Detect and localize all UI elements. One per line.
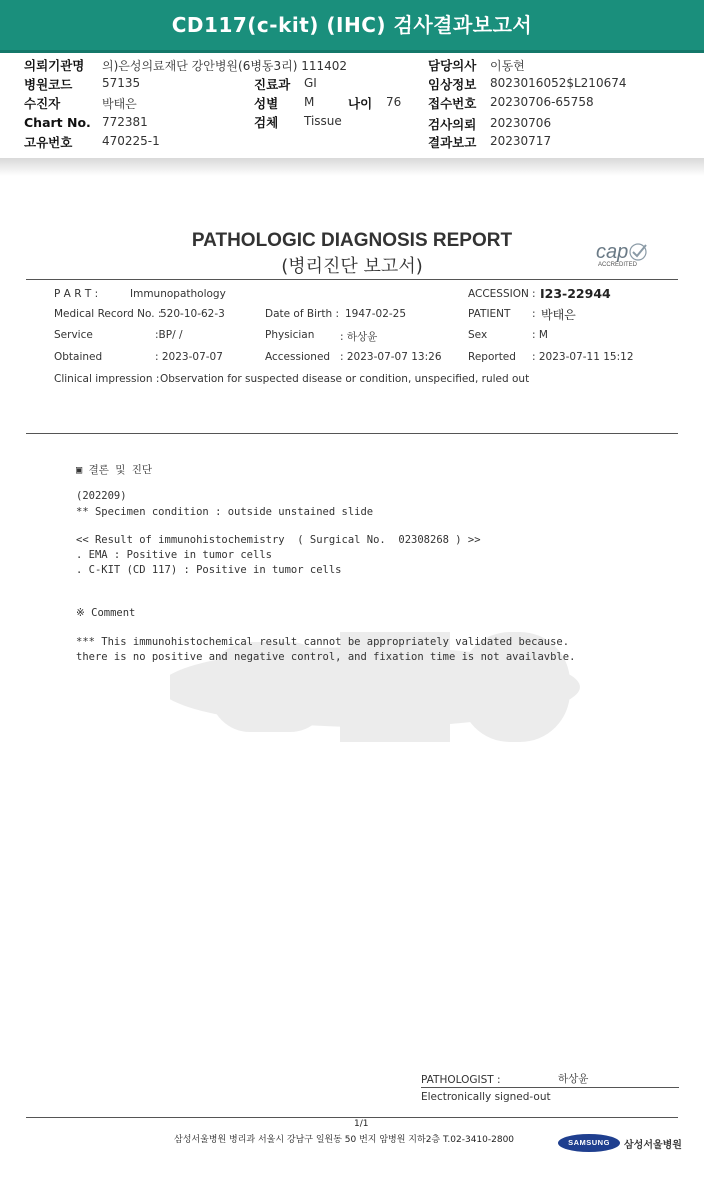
- physician-value: : 하상윤: [340, 331, 378, 343]
- accessioned-value: : 2023-07-07 13:26: [340, 351, 442, 363]
- comment-line: there is no positive and negative control, and fixation time is not availavble.: [76, 651, 576, 663]
- mrn-label: Medical Record No. :: [54, 308, 162, 320]
- divider: [26, 433, 678, 434]
- clinical-label: Clinical impression :: [54, 373, 160, 385]
- unique-label: 고유번호: [24, 135, 73, 150]
- page-number: 1/1: [354, 1119, 369, 1129]
- part-label: P A R T :: [54, 288, 99, 300]
- dob-label: Date of Birth :: [265, 308, 339, 320]
- sex-field-label: Sex: [468, 329, 488, 341]
- request-label: 검사의뢰: [428, 117, 477, 132]
- result-label: 결과보고: [428, 135, 477, 150]
- sex-label: 성별: [254, 96, 279, 111]
- body-line: . EMA : Positive in tumor cells: [76, 549, 272, 561]
- report-title: PATHOLOGIC DIAGNOSIS REPORT: [191, 230, 513, 251]
- doctor-value: 이동현: [490, 59, 525, 73]
- patient-value: 박태은: [102, 97, 137, 111]
- reported-label: Reported: [468, 351, 516, 363]
- footer-divider: [26, 1117, 678, 1118]
- info-block: [0, 54, 704, 160]
- request-value: 20230706: [490, 116, 552, 130]
- patient-field-label: PATIENT: [468, 308, 511, 320]
- clinical-info-label: 임상정보: [428, 77, 477, 92]
- obtained-value: : 2023-07-07: [155, 351, 223, 363]
- dob-value: 1947-02-25: [345, 308, 407, 320]
- pathologist-value: 하상윤: [558, 1073, 589, 1085]
- obtained-label: Obtained: [54, 351, 103, 363]
- institution-label: 의뢰기관명: [24, 58, 85, 73]
- signature-line: [421, 1087, 679, 1088]
- accession-value: I23-22944: [540, 286, 611, 301]
- signed-out-text: Electronically signed-out: [421, 1091, 551, 1103]
- footer-address: 삼성서울병원 병리과 서울시 강남구 일원동 50 번지 암병원 지하2층 T.02-3410-2800: [174, 1135, 515, 1145]
- service-value: :BP/ /: [155, 329, 183, 341]
- result-value: 20230717: [490, 134, 552, 148]
- department-value: GI: [304, 76, 317, 90]
- patient-label: 수진자: [24, 96, 61, 111]
- receipt-label: 접수번호: [428, 96, 477, 111]
- body-line: << Result of immunohistochemistry ( Surgical No. 02308268 ) >>: [76, 534, 481, 546]
- accessioned-label: Accessioned: [265, 351, 331, 363]
- receipt-value: 20230706-65758: [490, 95, 594, 109]
- body-line: ** Specimen condition : outside unstained slide: [76, 506, 374, 518]
- institution-value: 의)은성의료재단 강안병원(6병동3리) 111402: [102, 59, 348, 73]
- chart-value: 772381: [102, 115, 148, 129]
- age-value: 76: [386, 95, 402, 109]
- part-value: Immunopathology: [130, 288, 226, 300]
- reported-value: : 2023-07-11 15:12: [532, 351, 634, 363]
- unique-value: 470225-1: [102, 134, 160, 148]
- age-label: 나이: [348, 96, 373, 111]
- sex-value: M: [304, 95, 315, 109]
- section-divider: [0, 158, 704, 176]
- comment-line: *** This immunohistochemical result cannot be appropriately validated because.: [76, 636, 570, 648]
- specimen-label: 검체: [254, 115, 279, 130]
- divider: [26, 279, 678, 280]
- comment-title: ※ Comment: [76, 607, 136, 619]
- page-title: CD117(c-kit) (IHC) 검사결과보고서: [171, 13, 533, 37]
- body-line: . C-KIT (CD 117) : Positive in tumor cells: [76, 564, 342, 576]
- hospital-code-value: 57135: [102, 76, 141, 90]
- patient-colon: :: [532, 308, 536, 320]
- clinical-value: Observation for suspected disease or condition, unspecified, ruled out: [160, 373, 530, 385]
- clinical-info-value: 8023016052$L210674: [490, 76, 627, 90]
- samsung-logo: SAMSUNG: [558, 1134, 620, 1152]
- smc-watermark: [170, 612, 590, 762]
- accession-label: ACCESSION: [468, 288, 529, 300]
- section-title: ▣ 결론 및 진단: [76, 464, 153, 476]
- body-line: (202209): [76, 490, 127, 502]
- specimen-value: Tissue: [304, 114, 342, 128]
- patient-field-value: 박태은: [541, 308, 576, 322]
- hospital-name: 삼성서울병원: [624, 1140, 682, 1151]
- mrn-value: 520-10-62-3: [160, 308, 225, 320]
- chart-label: Chart No.: [24, 115, 91, 130]
- sex-field-value: : M: [532, 329, 548, 341]
- hospital-code-label: 병원코드: [24, 77, 73, 92]
- cap-text: cap: [596, 241, 629, 263]
- service-label: Service: [54, 329, 93, 341]
- doctor-label: 담당의사: [428, 58, 477, 73]
- accession-colon: :: [532, 288, 536, 300]
- department-label: 진료과: [254, 77, 291, 92]
- pathologist-label: PATHOLOGIST :: [421, 1074, 501, 1086]
- cap-accredited: ACCREDITED: [598, 262, 638, 268]
- physician-label: Physician: [265, 329, 315, 341]
- report-subtitle: (병리진단 보고서): [281, 256, 423, 277]
